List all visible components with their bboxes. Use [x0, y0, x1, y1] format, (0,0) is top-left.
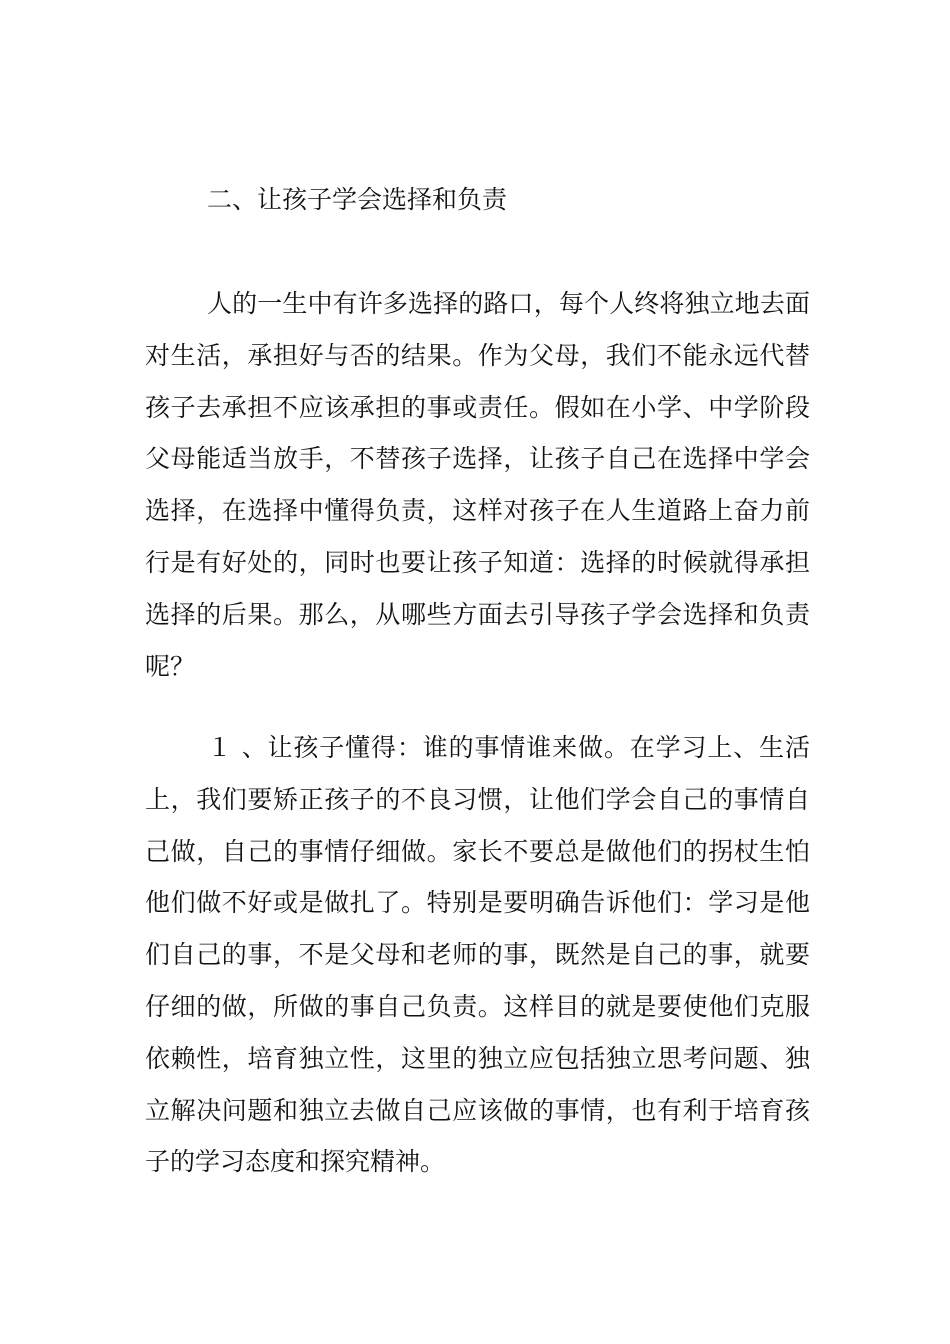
paragraph-intro: 人的一生中有许多选择的路口，每个人终将独立地去面对生活，承担好与否的结果。作为父母，我们不能永远代替孩子去承担不应该承担的事或责任。假如在小学、中学阶段父母能适当放手，不替孩子选择，让孩子自己在选择中学会选择，在选择中懂得负责，这样对孩子在人生道路上奋力前行是有好处的，同时也要让孩子知道：选择的时候就得承担选择的后果。那么，从哪些方面去引导孩子学会选择和负责呢？	[145, 289, 810, 681]
paragraph-point-1: １ 、让孩子懂得：谁的事情谁来做。在学习上、生活上，我们要矫正孩子的不良习惯，让他们学会自己的事情自己做，自己的事情仔细做。家长不要总是做他们的拐杖生怕他们做不好或是做扎了。特别是要明确告诉他们：学习是他们自己的事，不是父母和老师的事，既然是自己的事，就要仔细的做，所做的事自己负责。这样目的就是要使他们克服依赖性，培育独立性，这里的独立应包括独立思考问题、独立解决问题和独立去做自己应该做的事情，也有利于培育孩子的学习态度和探究精神。	[145, 733, 810, 1177]
section-heading: 二、让孩子学会选择和负责	[207, 185, 508, 214]
